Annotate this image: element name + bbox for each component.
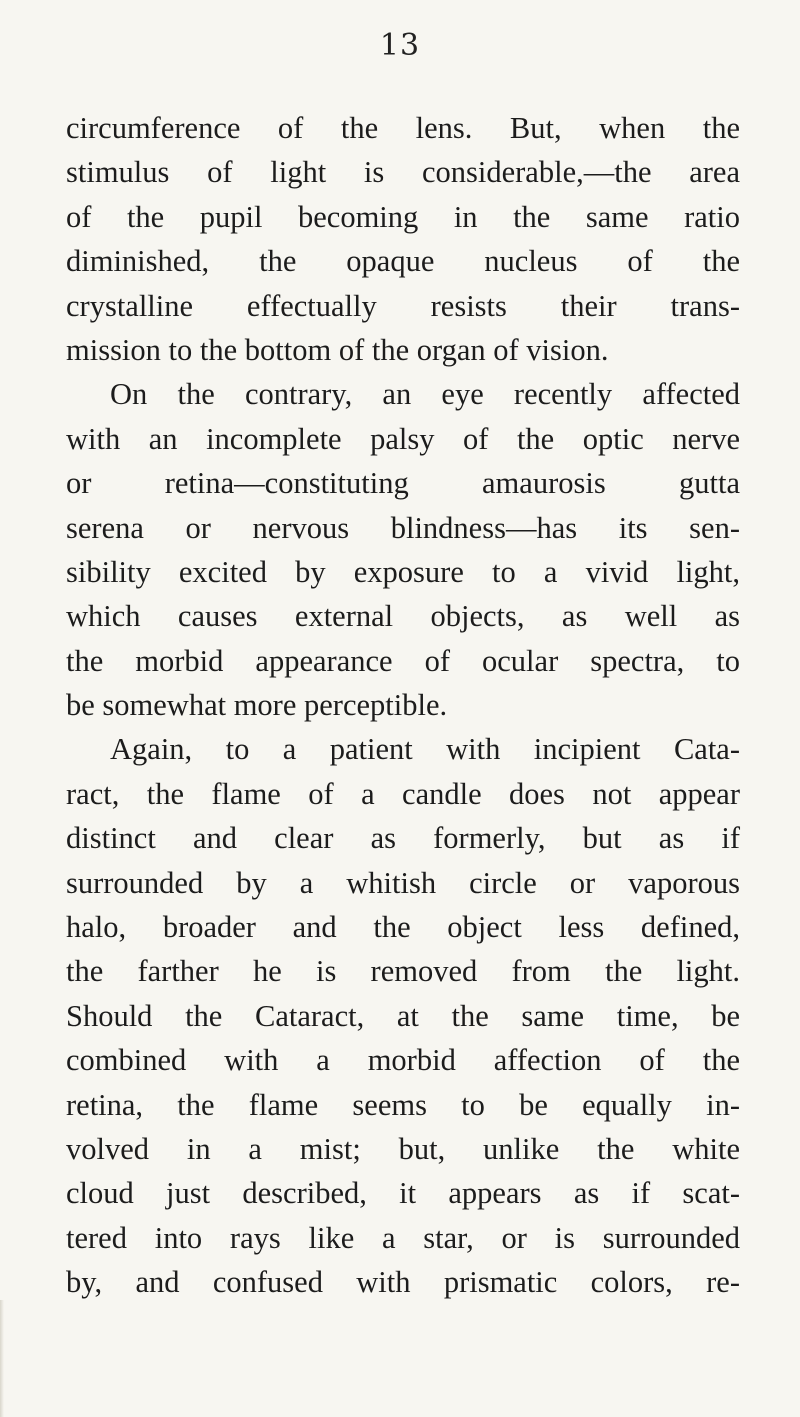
text-line-3: of the pupil becoming in the same ratio: [66, 199, 740, 234]
text-line-16: ract, the flame of a candle does not appear: [66, 776, 740, 811]
text-line-2: stimulus of light is considerable,—the area: [66, 155, 740, 190]
text-line-22: combined with a morbid affection of the: [66, 1043, 740, 1078]
text-line-11: sibility excited by exposure to a vivid light,: [66, 554, 740, 589]
page-edge-shadow: [0, 1300, 4, 1417]
text-line-9: or retina—constituting amaurosis gutta: [66, 466, 740, 501]
text-line-15: Again, to a patient with incipient Cata-: [110, 732, 740, 767]
text-line-1: circumference of the lens. But, when the: [66, 111, 740, 145]
page-number: 13: [379, 28, 421, 63]
text-line-4: diminished, the opaque nucleus of the: [66, 244, 740, 279]
text-line-10: serena or nervous blindness—has its sen-: [66, 510, 740, 545]
text-line-19: halo, broader and the object less defined,: [66, 910, 740, 945]
text-line-26: tered into rays like a star, or is surrounded: [66, 1220, 740, 1255]
text-line-13: the morbid appearance of ocular spectra, to: [66, 643, 740, 678]
text-line-23: retina, the flame seems to be equally in-: [66, 1087, 740, 1122]
text-line-18: surrounded by a whitish circle or vaporous: [66, 865, 740, 900]
text-line-25: cloud just described, it appears as if scat-: [66, 1176, 740, 1211]
text-line-27: by, and confused with prismatic colors, re-: [66, 1265, 740, 1300]
text-line-20: the farther he is removed from the light.: [66, 954, 740, 989]
text-line-14: be somewhat more perceptible.: [66, 688, 448, 723]
text-line-6: mission to the bottom of the organ of vision.: [66, 332, 609, 367]
text-line-17: distinct and clear as formerly, but as if: [66, 821, 740, 856]
text-line-8: with an incomplete palsy of the optic nerve: [66, 421, 740, 456]
text-line-7: On the contrary, an eye recently affected: [110, 377, 740, 412]
text-line-24: volved in a mist; but, unlike the white: [66, 1131, 740, 1166]
text-line-21: Should the Cataract, at the same time, be: [66, 998, 740, 1033]
body-text: [66, 106, 740, 1305]
text-line-12: which causes external objects, as well as: [66, 599, 740, 634]
text-line-5: crystalline effectually resists their trans-: [66, 288, 740, 323]
